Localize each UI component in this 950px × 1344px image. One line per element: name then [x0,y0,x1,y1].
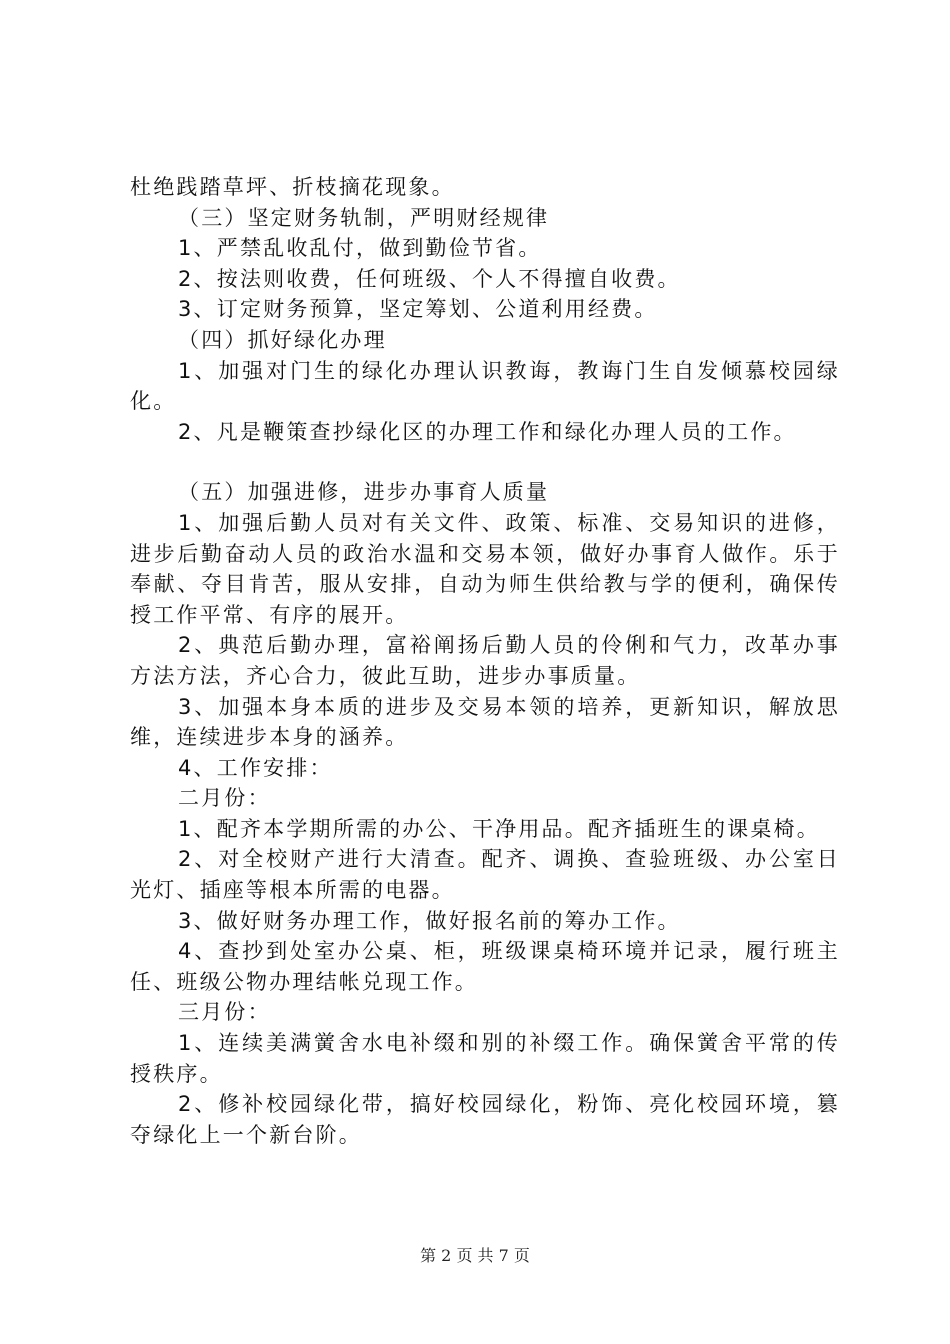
list-item: 4、查抄到处室办公桌、柜，班级课桌椅环境并记录，履行班主任、班级公物办理结帐兑现工作。 [130,939,840,994]
section-heading: （四）抓好绿化办理 [178,327,387,352]
paragraph: 杜绝践踏草坪、折枝摘花现象。 [130,175,455,199]
list-item: 1、加强后勤人员对有关文件、政策、标准、交易知识的进修，进步后勤奋动人员的政治水温和交易本领，做好办事育人做作。乐于奉献、夺目肯苦，服从安排，自动为师生供给教与学的便利，确保传授工作平常、有序的展开。 [130,510,840,627]
list-item: 1、加强对门生的绿化办理认识教诲，教诲门生自发倾慕校园绿化。 [130,358,840,414]
month-heading: 二月份： [178,786,271,811]
list-item: 1、严禁乱收乱付，做到勤俭节省。 [178,236,542,261]
list-item: 2、修补校园绿化带，搞好校园绿化，粉饰、亮化校园环境，篡夺绿化上一个新台阶。 [130,1092,840,1147]
page-footer [0,1243,950,1266]
month-heading: 三月份： [178,1000,271,1025]
section-heading: （五）加强进修，进步办事育人质量 [178,480,550,505]
list-item: 3、加强本身本质的进步及交易本领的培养，更新知识，解放思维，连续进步本身的涵养。 [130,694,840,750]
list-item: 4、工作安排： [178,755,333,780]
list-item: 3、订定财务预算，坚定筹划、公道利用经费。 [178,297,658,322]
page-indicator: 第 2 页 共 7 页 [420,1246,530,1265]
document-body [130,172,840,1150]
list-item: 2、典范后勤办理，富裕阐扬后勤人员的伶俐和气力，改革办事方法方法，齐心合力，彼此互助，进步办事质量。 [130,633,840,688]
list-item: 3、做好财务办理工作，做好报名前的筹办工作。 [178,908,681,933]
list-item: 1、连续美满黉舍水电补缀和别的补缀工作。确保黉舍平常的传授秩序。 [130,1031,840,1086]
list-item: 2、按法则收费，任何班级、个人不得擅自收费。 [178,266,681,291]
list-item: 2、对全校财产进行大清查。配齐、调换、查验班级、办公室日光灯、插座等根本所需的电器。 [130,847,840,903]
list-item: 2、凡是鞭策查抄绿化区的办理工作和绿化办理人员的工作。 [178,419,797,444]
list-item: 1、配齐本学期所需的办公、干净用品。配齐插班生的课桌椅。 [178,816,820,841]
section-heading: （三）坚定财务轨制，严明财经规律 [178,205,550,230]
